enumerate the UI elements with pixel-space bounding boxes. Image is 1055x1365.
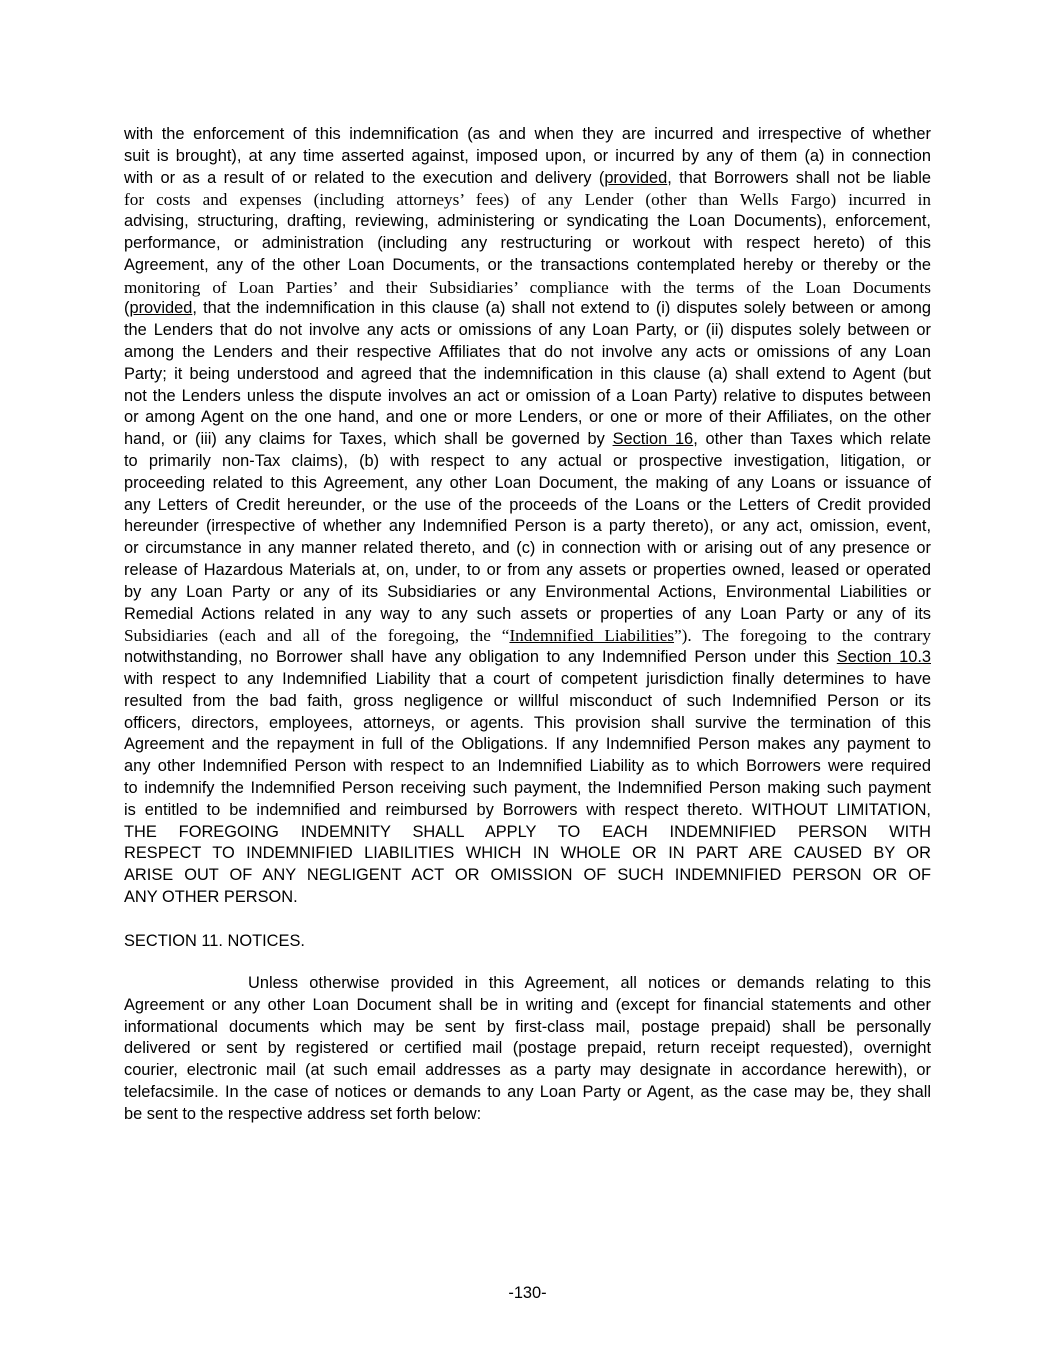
text-line: [124, 647, 931, 669]
text-line: advising, structuring, drafting, reviewing, administering or syndicating the Loan Documents), enforcement,: [124, 212, 931, 231]
line-text: Subsidiaries (each and all of the foregoing, the “: [124, 626, 510, 646]
text-line: [124, 298, 931, 320]
text-line: among the Lenders and their respective Affiliates that do not involve any acts or omissions of any Loan: [124, 342, 931, 361]
line-text: , other than Taxes which relate: [693, 430, 931, 449]
text-line: to indemnify the Indemnified Person receiving such payment, the Indemnified Person making such payment: [124, 778, 931, 797]
underlined-term: Indemnified Liabilities: [509, 626, 675, 646]
underlined-term: provided: [604, 168, 668, 187]
text-line: any other Indemnified Person with respect to an Indemnified Liability as to which Borrowers were required: [124, 757, 931, 776]
text-line: monitoring of Loan Parties’ and their Subsidiaries’ compliance with the terms of the Loan Documents: [124, 277, 931, 297]
text-line: proceeding related to this Agreement, any other Loan Document, the making of any Loans or issuance of: [124, 473, 931, 492]
text-line: with respect to any Indemnified Liability that a court of competent jurisdiction finally determines to have: [124, 669, 931, 688]
text-line: delivered or sent by registered or certified mail (postage prepaid, return receipt requested), overnight: [124, 1039, 931, 1058]
underlined-term: Section 16: [612, 430, 694, 449]
line-text: hand, or (iii) any claims for Taxes, which shall be governed by: [124, 430, 613, 449]
text-line: [124, 168, 931, 190]
text-line: be sent to the respective address set forth below:: [124, 1104, 482, 1123]
text-line: or circumstance in any manner related thereto, and (c) in connection with or arising out of any presence or: [124, 539, 931, 558]
text-line: Agreement or any other Loan Document shall be in writing and (except for financial statements and other: [124, 995, 931, 1014]
text-line: ARISE OUT OF ANY NEGLIGENT ACT OR OMISSION OF SUCH INDEMNIFIED PERSON OR OF: [124, 866, 931, 885]
text-line: telefacsimile. In the case of notices or demands to any Loan Party or Agent, as the case may be, they shall: [124, 1082, 931, 1101]
text-line: THE FOREGOING INDEMNITY SHALL APPLY TO EACH INDEMNIFIED PERSON WITH: [124, 822, 931, 841]
text-line: release of Hazardous Materials at, on, under, to or from any assets or properties owned, leased or operated: [124, 560, 931, 579]
text-line: to primarily non-Tax claims), (b) with respect to any actual or prospective investigation, litigation, or: [124, 451, 931, 470]
line-text: , that Borrowers shall not be liable: [667, 168, 931, 187]
line-text: , that the indemnification in this clause (a) shall not extend to (i) disputes solely between or among: [192, 299, 931, 318]
underlined-term: provided: [129, 299, 193, 318]
text-line: performance, or administration (including any restructuring or workout with respect hereto) of this: [124, 233, 931, 252]
line-text: notwithstanding, no Borrower shall have any obligation to any Indemnified Person under this: [124, 648, 837, 667]
text-line: resulted from the bad faith, gross negligence or willful misconduct of such Indemnified Person or its: [124, 691, 931, 710]
text-line: the Lenders that do not involve any acts or omissions of any Loan Party, or (ii) disputes solely between or: [124, 321, 931, 340]
notices-paragraph: [124, 973, 931, 1126]
line-text: (: [124, 299, 130, 318]
text-line: suit is brought), at any time asserted against, imposed upon, or incurred by any of them (a) in connection: [124, 146, 931, 165]
section-heading: SECTION 11. NOTICES.: [124, 932, 305, 950]
text-line: ANY OTHER PERSON.: [124, 887, 298, 906]
text-line: not the Lenders unless the dispute involves an act or omission of a Loan Party) relative to disputes between: [124, 386, 931, 405]
text-line: RESPECT TO INDEMNIFIED LIABILITIES WHICH IN WHOLE OR IN PART ARE CAUSED BY OR: [124, 844, 931, 863]
text-line: with the enforcement of this indemnification (as and when they are incurred and irrespective of whether: [124, 125, 931, 143]
line-text: ”). The foregoing to the contrary: [674, 626, 931, 646]
text-line: officers, directors, employees, attorneys, or agents. This provision shall survive the termination of this: [124, 713, 931, 732]
text-line: Unless otherwise provided in this Agreement, all notices or demands relating to this: [248, 974, 931, 992]
text-line: courier, electronic mail (at such email addresses as a party may designate in accordance herewith), or: [124, 1061, 931, 1080]
text-line: informational documents which may be sent by first-class mail, postage prepaid) shall be personally: [124, 1017, 931, 1036]
text-line: or among Agent on the one hand, and one or more Lenders, or one or more of their Affiliates, on the other: [124, 408, 931, 427]
line-text: with or as a result of or related to the execution and delivery (: [124, 168, 605, 187]
text-line: Agreement, any of the other Loan Documents, or the transactions contemplated hereby or thereby or the: [124, 255, 931, 274]
text-line: for costs and expenses (including attorneys’ fees) of any Lender (other than Wells Fargo) incurred in: [124, 190, 931, 210]
text-line: Remedial Actions related in any way to any such assets or properties of any Loan Party or any of its: [124, 604, 931, 623]
indemnification-paragraph: [124, 124, 931, 909]
text-line: [124, 625, 931, 647]
text-line: hereunder (irrespective of whether any Indemnified Person is a party thereto), or any act, omission, event,: [124, 517, 931, 536]
text-line: Party; it being understood and agreed that the indemnification in this clause (a) shall extend to Agent (but: [124, 364, 931, 383]
text-line: Agreement and the repayment in full of the Obligations. If any Indemnified Person makes any payment to: [124, 735, 931, 754]
text-line: [124, 429, 931, 451]
text-line: is entitled to be indemnified and reimbursed by Borrowers with respect thereto. WITHOUT LIMITATION,: [124, 800, 931, 819]
page-number: -130-: [508, 1284, 547, 1302]
text-line: any Letters of Credit hereunder, or the use of the proceeds of the Loans or the Letters of Credit provided: [124, 495, 931, 514]
underlined-term: Section 10.3: [836, 648, 931, 667]
text-line: by any Loan Party or any of its Subsidiaries or any Environmental Actions, Environmental Liabilities or: [124, 582, 931, 601]
